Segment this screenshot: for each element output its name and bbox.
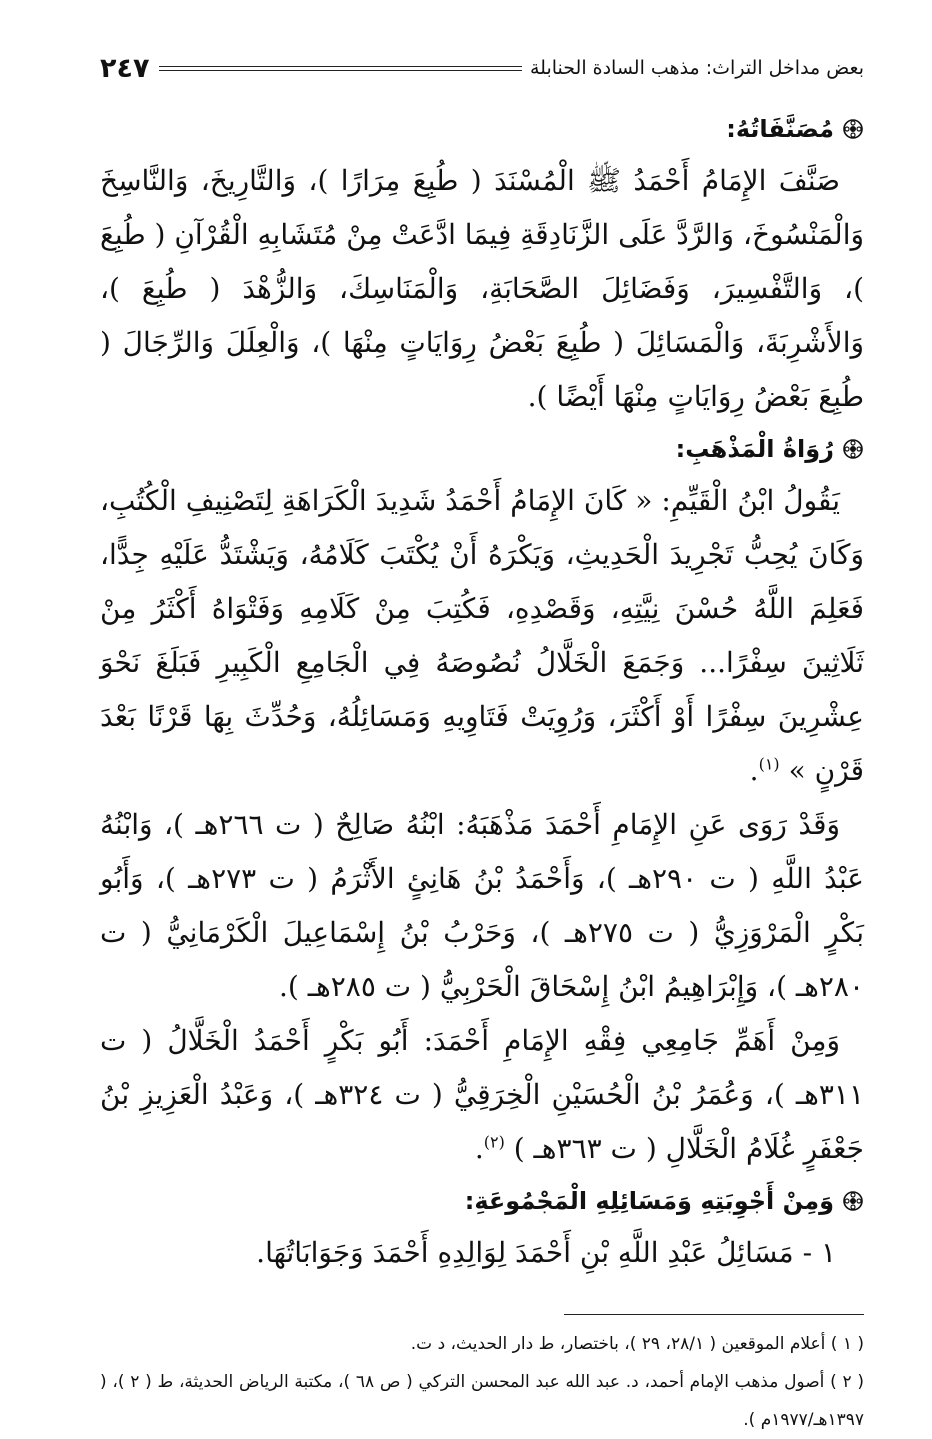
footnote-ref-2: (٢) <box>483 1132 505 1152</box>
section-heading-answers <box>100 1176 864 1226</box>
footnote-2: ( ٢ ) أصول مذهب الإمام أحمد، د. عبد الله عبد المحسن التركي ( ص ٦٨ )، مكتبة الرياض الحديثة، ط ( ٢ )، ( ١٣٩٧هـ/١٩٧٧م ). <box>100 1372 864 1430</box>
list-item: ١ - مَسَائِلُ عَبْدِ اللَّهِ بْنِ أَحْمَدَ لِوَالِدِهِ أَحْمَدَ وَجَوَابَاتُهَا. <box>256 1236 836 1269</box>
section-heading-text: مُصَنَّفَاتُهُ: <box>726 115 834 143</box>
ibn-qayyim-quote-paragraph <box>100 474 864 798</box>
book-page <box>100 48 865 1430</box>
page-header <box>100 48 864 88</box>
running-title: بعض مداخل التراث: مذهب السادة الحنابلة <box>529 57 864 79</box>
compilers-paragraph <box>100 1014 864 1176</box>
header-rule <box>159 66 522 71</box>
paragraph-text: يَقُولُ ابْنُ الْقَيِّمِ: « كَانَ الإِمَامُ أَحْمَدُ شَدِيدَ الْكَرَاهَةِ لِتَصْنِيفِ الْكُتُبِ، وَكَانَ يُحِبُّ تَجْرِيدَ الْحَدِيثِ، وَيَكْرَهُ أَنْ يُكْتَبَ كَلَامُهُ، وَيَشْتَدُّ عَلَيْهِ جِدًّا، فَعَلِمَ اللَّهُ حُسْنَ نِيَّتِهِ، وَقَصْدِهِ، فَكُتِبَ مِنْ كَلَامِهِ وَفَتْوَاهُ أَكْثَرُ مِنْ ثَلَاثِينَ سِفْرًا... وَجَمَعَ الْخَلَّالُ نُصُوصَهُ فِي الْجَامِعِ الْكَبِيرِ فَبَلَغَ نَحْوَ عِشْرِينَ سِفْرًا أَوْ أَكْثَرَ، وَرُوِيَتْ فَتَاوِيهِ وَمَسَائِلُهُ، وَحُدِّثَ بِهَا قَرْنًا بَعْدَ قَرْنٍ » <box>100 484 864 787</box>
works-paragraph: صَنَّفَ الإِمَامُ أَحْمَدُ ﷺ الْمُسْنَدَ ( طُبِعَ مِرَارًا )، وَالتَّارِيخَ، وَالنَّاسِخَ وَالْمَنْسُوخَ، وَالرَّدَّ عَلَى الزَّنَادِقَةِ فِيمَا ادَّعَتْ مِنْ مُتَشَابِهِ الْقُرْآنِ ( طُبِعَ )، وَالتَّفْسِيرَ، وَفَضَائِلَ الصَّحَابَةِ، وَالْمَنَاسِكَ، وَالزُّهْدَ ( طُبِعَ )، وَالأَشْرِبَةَ، وَالْمَسَائِلَ ( طُبِعَ بَعْضُ رِوَايَاتٍ مِنْهَا )، وَالْعِلَلَ وَالرِّجَالَ ( طُبِعَ بَعْضُ رِوَايَاتٍ مِنْهَا أَيْضًا ). <box>100 164 864 413</box>
section-heading-works <box>100 104 864 154</box>
flower-ornament-icon <box>842 118 864 140</box>
flower-ornament-icon <box>842 1190 864 1212</box>
flower-ornament-icon <box>842 438 864 460</box>
paragraph-end: . <box>749 754 759 787</box>
page-number: ٢٤٧ <box>100 52 150 84</box>
section-heading-text: وَمِنْ أَجْوِبَتِهِ وَمَسَائِلِهِ الْمَجْمُوعَةِ: <box>464 1187 834 1215</box>
footnote-ref-1: (١) <box>758 754 780 774</box>
footnote-1: ( ١ ) أعلام الموقعين ( ٢٨/١، ٢٩ )، باختصار، ط دار الحديث، د ت. <box>410 1334 864 1354</box>
section-heading-narrators <box>100 424 864 474</box>
footnote-rule <box>564 1314 864 1315</box>
section-heading-text: رُوَاةُ الْمَذْهَبِ: <box>675 435 834 463</box>
paragraph-text: وَمِنْ أَهَمِّ جَامِعِي فِقْهِ الإِمَامِ أَحْمَدَ: أَبُو بَكْرٍ أَحْمَدُ الْخَلَّالُ ( ت ٣١١هـ )، وَعُمَرُ بْنُ الْحُسَيْنِ الْخِرَقِيُّ ( ت ٣٢٤هـ )، وَعَبْدُ الْعَزِيزِ بْنُ جَعْفَرٍ غُلَامُ الْخَلَّالِ ( ت ٣٦٣هـ ) <box>100 1024 864 1165</box>
paragraph-end: . <box>474 1132 484 1165</box>
narrators-paragraph: وَقَدْ رَوَى عَنِ الإِمَامِ أَحْمَدَ مَذْهَبَهُ: ابْنُهُ صَالِحٌ ( ت ٢٦٦هـ )، وَابْنُهُ عَبْدُ اللَّهِ ( ت ٢٩٠هـ )، وَأَحْمَدُ بْنُ هَانِئٍ الأَثْرَمُ ( ت ٢٧٣هـ )، وَأَبُو بَكْرٍ الْمَرْوَزِيُّ ( ت ٢٧٥هـ )، وَحَرْبُ بْنُ إِسْمَاعِيلَ الْكَرْمَانِيُّ ( ت ٢٨٠هـ )، وَإِبْرَاهِيمُ ابْنُ إِسْحَاقَ الْحَرْبِيُّ ( ت ٢٨٥هـ ). <box>100 808 865 1003</box>
